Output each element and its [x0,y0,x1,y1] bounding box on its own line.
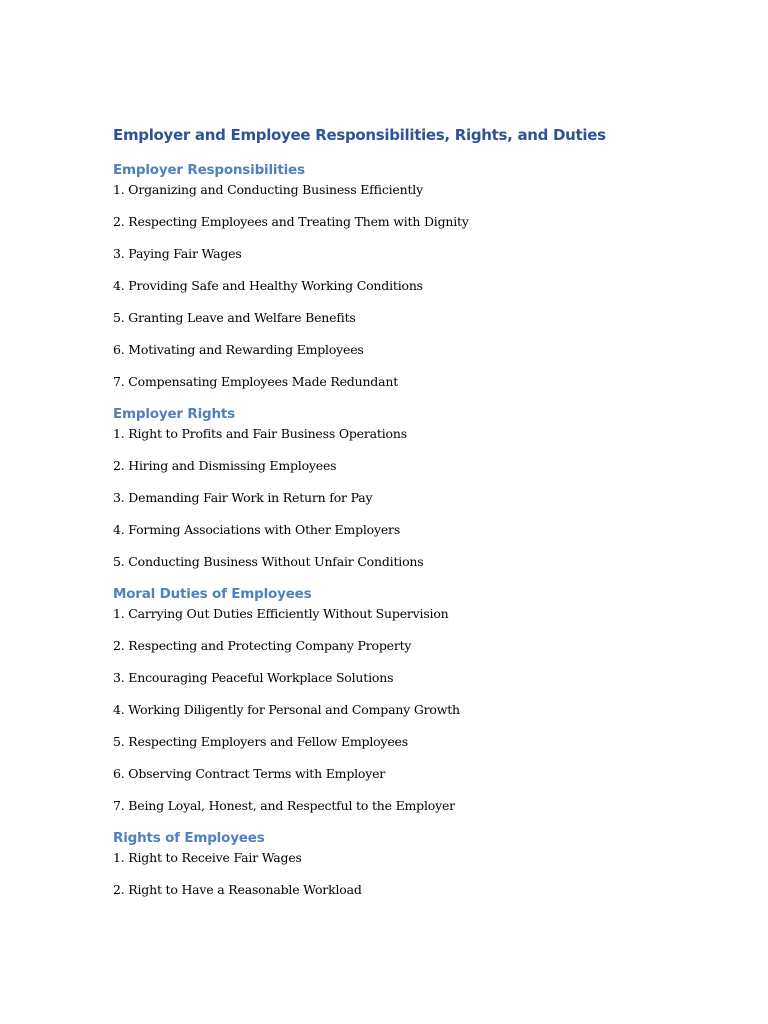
section-rights-of-employees [113,829,713,898]
document-title: Employer and Employee Responsibilities, Rights, and Duties [113,126,606,144]
list-item: 5. Granting Leave and Welfare Benefits [113,310,356,325]
list-item: 5. Conducting Business Without Unfair Conditions [113,554,424,569]
list-item: 3. Encouraging Peaceful Workplace Solutions [113,670,394,685]
section-employer-rights [113,405,713,570]
section-employer-responsibilities [113,161,713,390]
section-heading: Employer Rights [113,406,235,422]
list-item: 6. Motivating and Rewarding Employees [113,342,364,357]
list-item: 5. Respecting Employers and Fellow Employees [113,734,408,749]
list-item: 4. Working Diligently for Personal and Company Growth [113,702,460,717]
section-heading: Rights of Employees [113,830,265,846]
list-item: 2. Respecting Employees and Treating Them with Dignity [113,214,469,229]
list-item: 3. Demanding Fair Work in Return for Pay [113,490,373,505]
section-heading: Moral Duties of Employees [113,586,312,602]
list-item: 2. Hiring and Dismissing Employees [113,458,337,473]
list-item: 7. Compensating Employees Made Redundant [113,374,399,389]
section-moral-duties-of-employees [113,585,713,814]
section-heading: Employer Responsibilities [113,162,305,178]
list-item: 3. Paying Fair Wages [113,246,242,261]
list-item: 1. Right to Profits and Fair Business Operations [113,426,407,441]
document-body [113,124,713,914]
list-item: 2. Right to Have a Reasonable Workload [113,882,362,897]
list-item: 1. Right to Receive Fair Wages [113,850,302,865]
list-item: 6. Observing Contract Terms with Employer [113,766,386,781]
list-item: 2. Respecting and Protecting Company Property [113,638,412,653]
list-item: 4. Forming Associations with Other Employers [113,522,401,537]
list-item: 4. Providing Safe and Healthy Working Conditions [113,278,423,293]
list-item: 1. Organizing and Conducting Business Efficiently [113,182,423,197]
list-item: 7. Being Loyal, Honest, and Respectful to the Employer [113,798,455,813]
list-item: 1. Carrying Out Duties Efficiently Without Supervision [113,606,449,621]
